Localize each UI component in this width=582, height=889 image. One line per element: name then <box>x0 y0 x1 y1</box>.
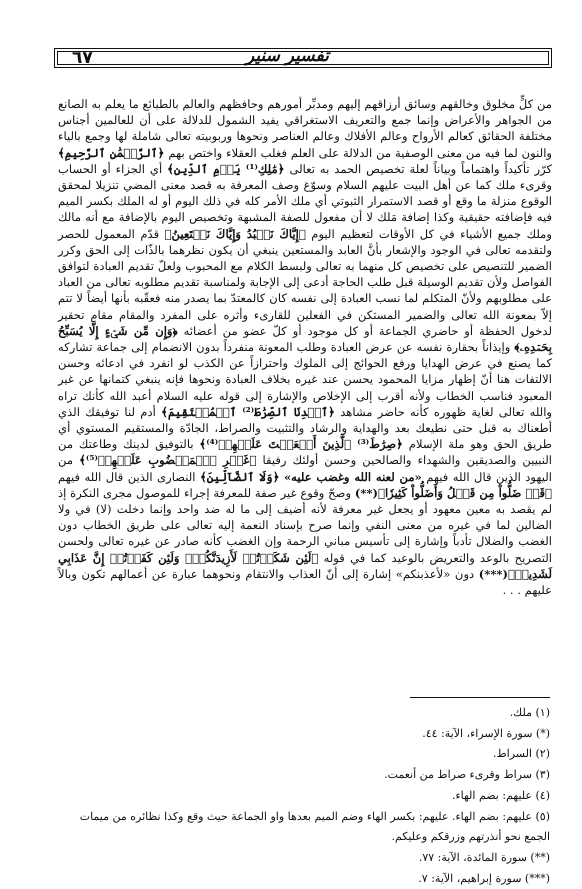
text-segment: أي الجزاء أو الحساب وقرىء ملك كما عن أهل البيت عليهم السلام وسوّغ وصف المعرفة به قصد معنى المضي تنزيلا لمحقق الوقوع منزلة ما وقع أو قصد الاستمرار الثبوتي أي ملك الأمر كله في ذلك اليوم أو له الملك بكسر الميم فيه فإضافته حقيقية وكذا إضافة مَلك لا أن مفعول للصفة المشبهة وتخصيص اليوم بالإضافة مع أنه مالك وملك جميع الأشياء في كل الأوقات لتعظيم اليوم <box>58 161 552 241</box>
text-segment: وإيذاناً بحقارة نفسه عن عرض العبادة وطلب المعونة منفرداً بدون الانضمام إلى جماعة تشاركه كما يصنع في عرض الهدايا ورفع الحوائج إلى الملوك واحترازاً عن الكذب لو انفرد في ادعائه وحسن الالتفات هنا أنّ إظهار مزايا المحمود يحسن عند غيره بخلاف العبادة ونحوها فإنه ينبغي كتمانها عن غير المعبود فناسب الخطاب ولأنه أقرب إلى الإخلاص والإشارة إلى قوله عليه السلام أعبد الله كأنك تراه والله تعالى لغاية ظهوره كأنه حاضر مشاهد <box>58 340 553 419</box>
text-segment: من كلٍّ مخلوق وخالقهم وسائق أرزاقهم إليهم ومدبِّر أمورهم وحافظهم والعالم بالطبائع ما يعلم به الصانع من الجواهر والأعراض وإنما جمع والتعريف الاستغراقي يفيد الشمول للدلالة على أن للعالمين أجناس مختلفة الحقائق كعالم الأرواح وعالم الأفلاك وعالم العناصر ونحوها وربوبيته تعالى شاملة لها وجمع بالياء والنون لما فيه من معنى الوصفية من الدلالة على العلم فغلب العقلاء واختص بهم <box>58 97 553 160</box>
footnote-separator <box>410 697 550 698</box>
footnote: (٤) عليهم: بضم الهاء. <box>451 788 550 802</box>
hadith-quote: «من لعنه الله وغضب عليه» <box>283 469 422 484</box>
quran-quote: ﴿صِرَٰطَ⁽³⁾ ٱلَّذِينَ أَنۡعَمۡتَ عَلَيۡهِمۡ⁽⁴⁾﴾ <box>199 437 403 452</box>
footnote: (٢) السراط. <box>492 747 550 761</box>
footnotes <box>60 703 550 889</box>
footnote: (٣) سراط وقرىء صراط من أنعمت. <box>384 768 550 782</box>
text-segment: دون «لأعذبنكم» إشارة إلى أنّ العذاب والانتقام ونحوهما عبارة عن أعمالهم تكون وبالاً عليهم . . . <box>58 566 552 598</box>
quran-quote: ﴿غَيۡرِ ٱلۡمَغۡضُوبِ عَلَيۡهِمۡ⁽⁵⁾﴾ <box>79 453 257 468</box>
text-segment: من اليهود الذين قال الله فيهم <box>58 453 553 484</box>
footnote: (*) سورة الإسراء، الآية: ٤٤. <box>422 726 550 740</box>
quran-quote: ﴿مَٰلِكِ⁽¹⁾ يَوۡمِ ٱلدِّينِ﴾ <box>167 161 285 176</box>
quran-quote: ﴿ٱلرَّحۡمَٰنِ ٱلرَّحِيمِ﴾ <box>58 145 165 160</box>
main-text <box>58 96 552 598</box>
footnote: (**) سورة المائدة، الآية: ٧٧. <box>418 850 550 864</box>
text-segment: أدم لنا توفيقك الذي أطعناك به قبل حتى نطيعك بعد والهداية والرشاد والتثبيت والصراط، الجادّة والمستقيم المستوي أي طريق الحق وهو ملة الإسلام <box>58 404 553 452</box>
running-title: تفسير سنير <box>246 46 329 66</box>
quran-quote: ﴿إِيَّاكَ نَعۡبُدُ وَإِيَّاكَ نَسۡتَعِينُ﴾ <box>164 226 306 241</box>
text-segment: وصحّ وقوع غير صفة للمعرفة إجراء للموصول مجرى النكرة إذ لم يقصد به معين معهود أو يجعل غير معرفة لأنه أضيف إلى ما له ضد واحد وإنما دخلت (لا) في ولا الضالين لما في غيره من معنى النفي وإنما صرح بإسناد النعمة إليه تعالى على طريق الخطاب دون الغضب والضلال تأدباً وإشارة إلى تأسيس مباني الرحمة وإن الغضب كأنه صادر عن غيره تعالى ولحسن التصريح بالوعد والتعريض بالوعيد كما في قوله <box>58 485 552 565</box>
footnote: (***) سورة إبراهيم، الآية: ٧. <box>418 871 550 885</box>
footnote: (٥) عليهم: بضم الهاء. عليهم: بكسر الهاء وضم الميم بعدها واو الجماعة حيث وقع وكذا نظائره من ميمات الجمع نحو أنذرتهم وزرقكم وعليكم. <box>79 809 550 844</box>
page-number: ٦٧ <box>72 48 93 68</box>
quran-quote: ﴿ٱهۡدِنَا ٱلصِّرَٰطَ⁽²⁾ ٱلۡمُسۡتَقِيمَ﴾ <box>161 404 335 419</box>
text-segment: قدّم المعمول للحصر ولتقدمه تعالى في الوجود والإشعار بأنَّ العابد والمستعين ينبغي أن يكون نظرهما بالذّات إلى الحق وكرر الضمير للتنصيص على تخصيص كل منهما به تعالى ولبسط الكلام مع المحبوب ولعلّ تقديم العبادة لتوافق الفواصل ولأن تقديم الوسيلة قبل طلب الحاجة أدعى إلى الإجابة ولمناسبة تقديم مطلوبه تعالى من العباد على مطلوبهم ولأنّ المتكلم لما نسب العبادة إلى نفسه كان كالمعتدّ بما يصدر منه فعقّبه بأنها أيضاً لا تتم إلاّ بمعونة الله تعالى والضمير المستكن في الفعلين للقارىء وأثره على المفرد والمقام مقام تحقير لدخول الحفظة أو حاضري الجماعة أو كل موجود أو كلّ عضو من أعضائه <box>58 226 552 338</box>
quran-quote: ﴿لَئِن شَكَرۡتُمۡ لَأَزِيدَنَّكُمۡۖ وَلَئِن كَفَرۡتُمۡ إِنَّ عَذَابِي لَشَدِيدٞ﴾(***) <box>58 550 553 581</box>
text-segment: النصارى الذين قال الله فيهم <box>58 469 196 484</box>
quran-quote: ﴿وَلَا ٱلضَّآلِّينَ﴾ <box>199 469 280 484</box>
quran-quote: ﴿وَإِن مِّن شَيۡءٍ إِلَّا يُسَبِّحُ بِحَمۡدِهِۦ﴾ <box>58 323 553 355</box>
footnote: (١) ملك. <box>509 706 550 719</box>
quran-quote: ﴿قَدۡ ضَلُّواْ مِن قَبۡلُ وَأَضَلُّواْ كَثِيرٗا﴾(**) <box>354 485 552 500</box>
text-segment: كرّر تأكيداً واهتماماً وبياناً لعلة تخصيص الحمد به تعالى <box>289 161 553 176</box>
text-segment: بالتوفيق لدينك وطاعتك من النبيين والصديقين والشهداء والصالحين وحسن أولئك رفيقا <box>58 437 552 468</box>
